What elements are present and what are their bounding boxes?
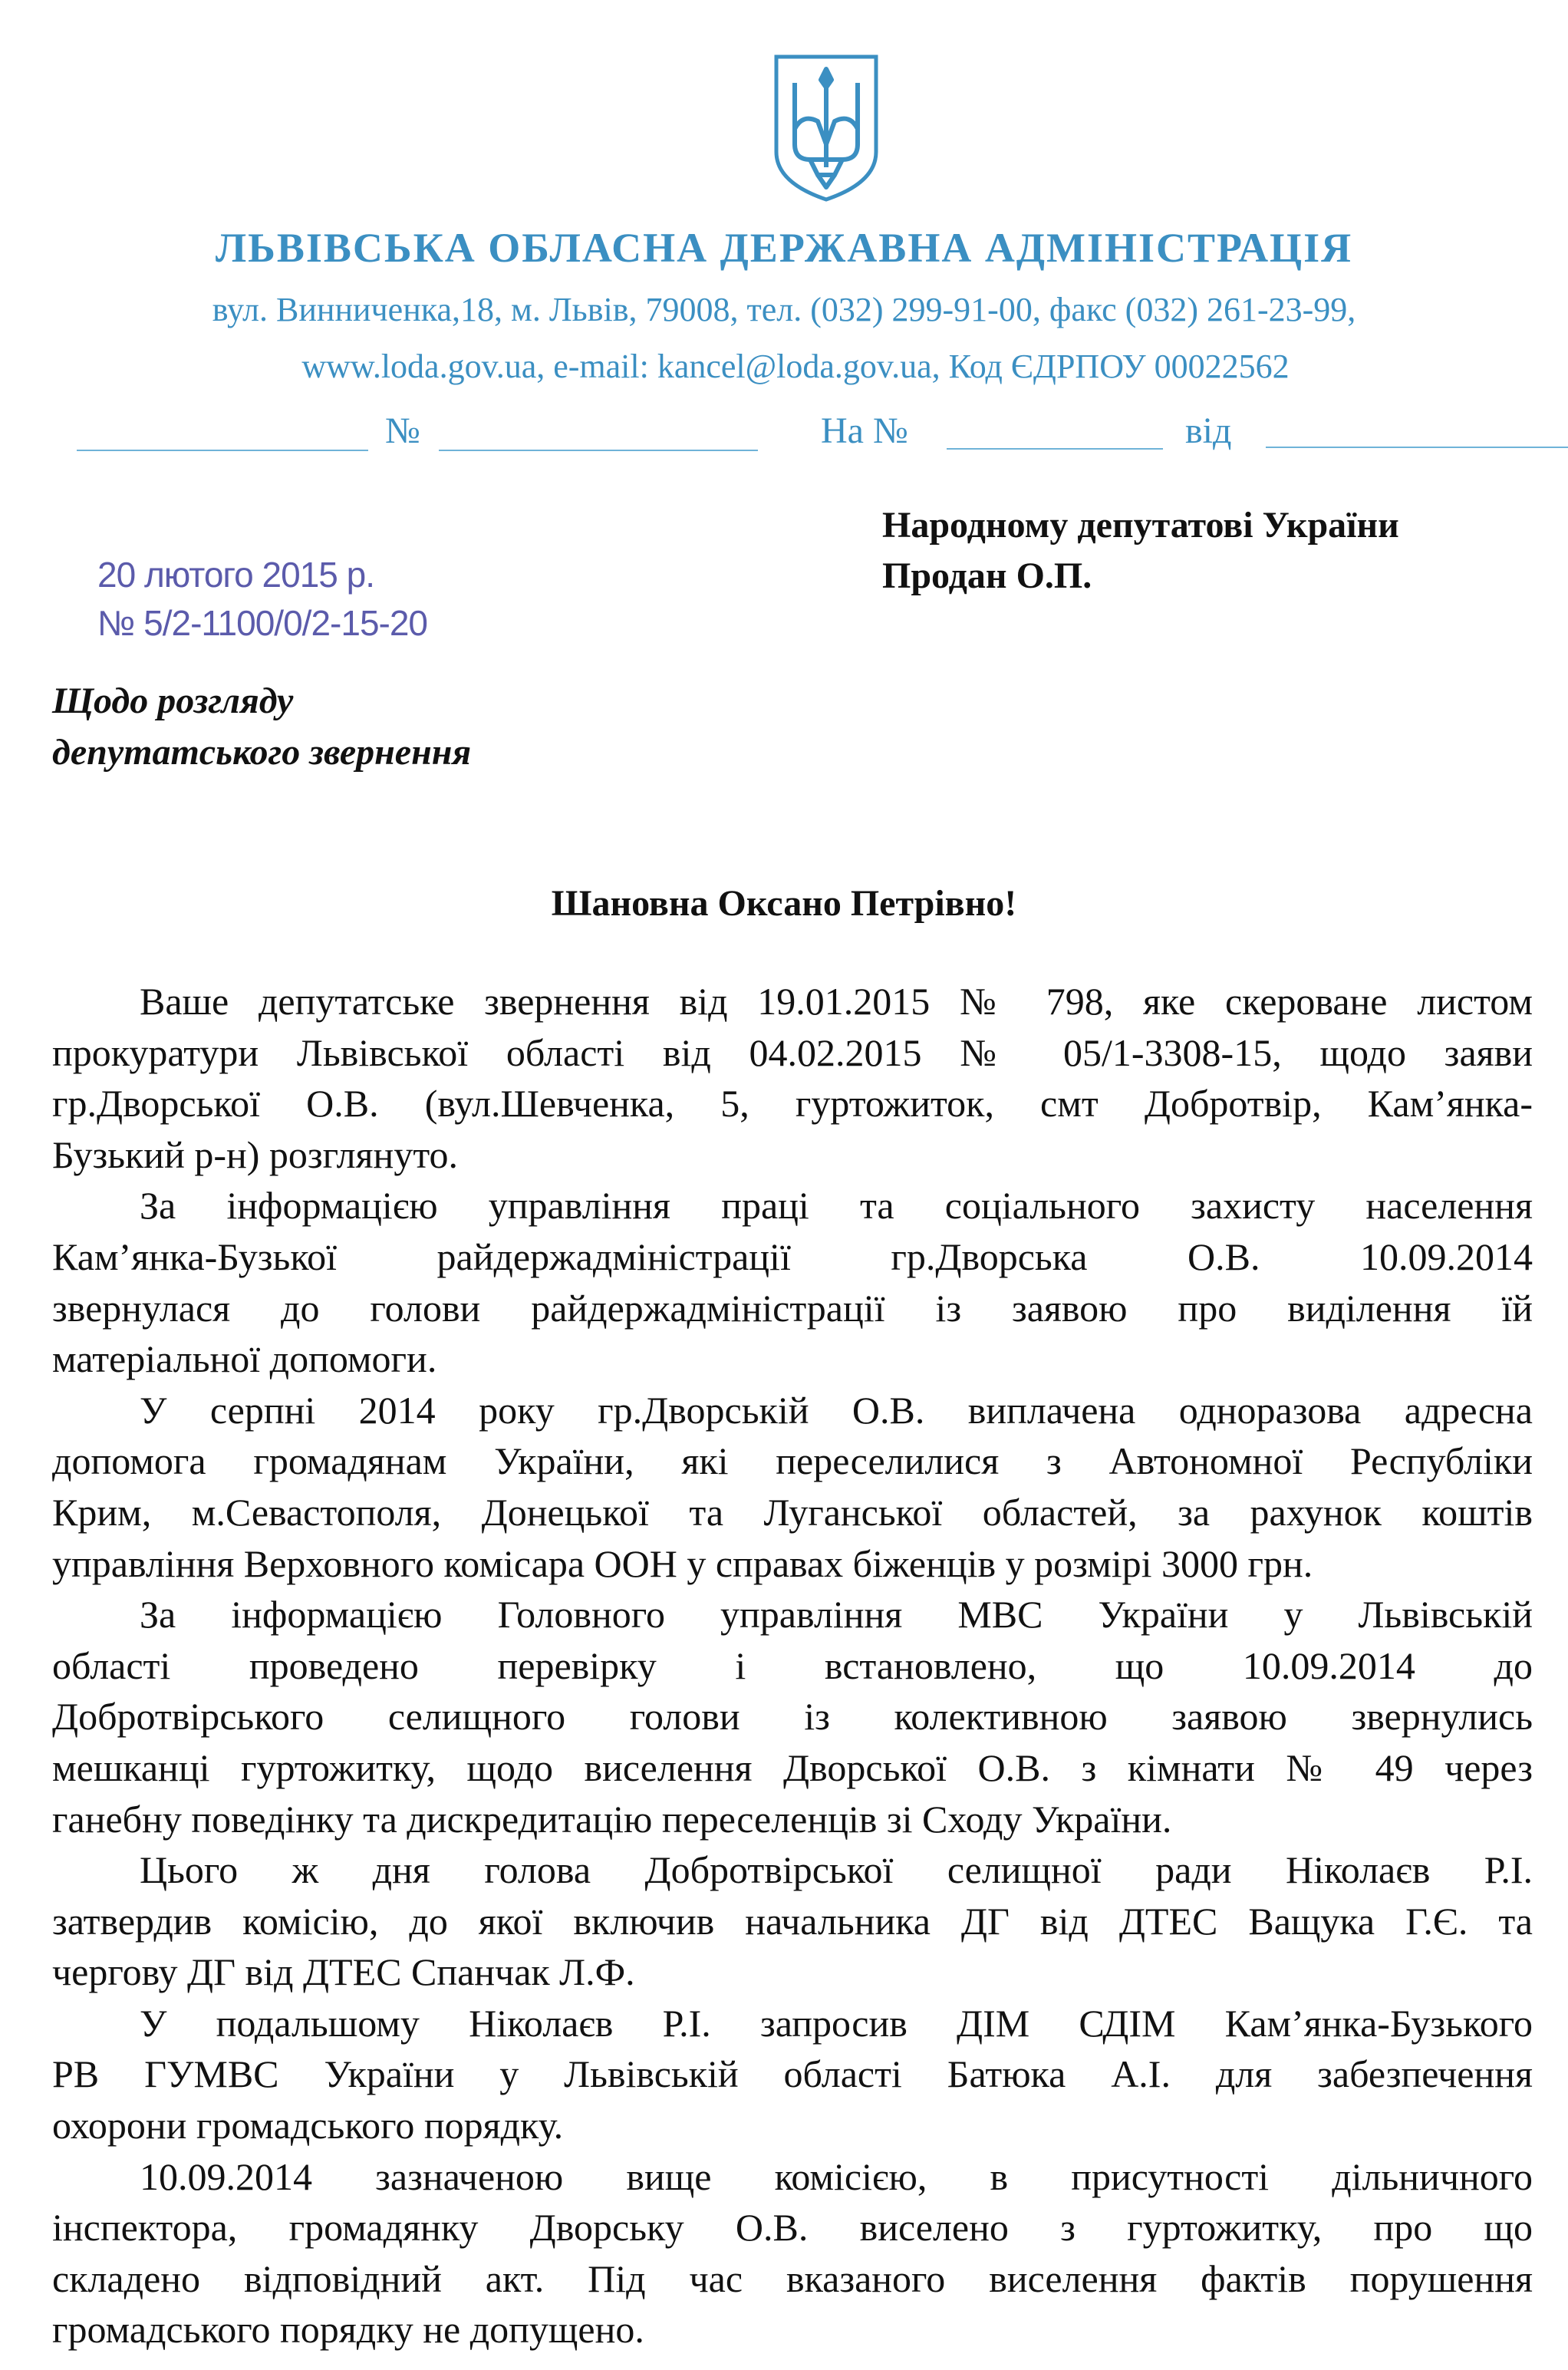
paragraph-line: Бузький р-н) розглянуто. bbox=[52, 1132, 459, 1176]
ref-date-blank bbox=[77, 450, 368, 451]
paragraph-line: 10.09.2014 зазначеною вище комісією, в присутності дільничного bbox=[140, 2154, 1533, 2198]
paragraph-line: громадського порядку не допущено. bbox=[52, 2308, 644, 2352]
paragraph-line: Кам’янка-Бузької райдержадміністрації гр.Дворська О.В. 10.09.2014 bbox=[52, 1234, 1533, 1278]
paragraph-line: інспектора, громадянку Дворську О.В. виселено з гуртожитку, про що bbox=[52, 2206, 1533, 2250]
paragraph-line: затвердив комісію, до якої включив начальника ДГ від ДТЕС Ващука Г.Є. та bbox=[52, 1899, 1533, 1943]
paragraph-line: Ваше депутатське звернення від 19.01.2015 № 798, яке скероване листом bbox=[140, 980, 1533, 1023]
ref-number-blank bbox=[439, 450, 758, 451]
paragraph-line: За інформацією управління праці та соціального захисту населення bbox=[140, 1184, 1533, 1228]
paragraph-line: мешканці гуртожитку, щодо виселення Дворської О.В. з кімнати № 49 через bbox=[52, 1745, 1533, 1789]
paragraph-line: прокуратури Львівської області від 04.02.2015 № 05/1-3308-15, щодо заяви bbox=[52, 1030, 1533, 1074]
paragraph bbox=[52, 1385, 1533, 1589]
subject-line-2: депутатського звернення bbox=[52, 732, 472, 773]
organization-name: ЛЬВІВСЬКА ОБЛАСНА ДЕРЖАВНА АДМІНІСТРАЦІЯ bbox=[215, 225, 1353, 271]
paragraph-line: матеріальної допомоги. bbox=[52, 1337, 437, 1381]
paragraph-line: звернулася до голови райдержадміністрації із заявою про виділення їй bbox=[52, 1286, 1533, 1330]
coat-of-arms-trident-icon bbox=[772, 52, 881, 203]
organization-address: вул. Винниченка,18, м. Львів, 79008, тел. (032) 299-91-00, факс (032) 261-23-99, bbox=[212, 291, 1356, 328]
paragraph bbox=[52, 1998, 1533, 2151]
in-reply-number-blank bbox=[947, 448, 1163, 450]
stamp-number: № 5/2-1100/0/2-15-20 bbox=[97, 603, 428, 643]
paragraph-line: У подальшому Ніколаєв Р.І. запросив ДІМ СДІМ Кам’янка-Бузького bbox=[140, 2001, 1533, 2045]
paragraph-line: Цього ж дня голова Добротвірської селищної ради Ніколаєв Р.І. bbox=[140, 1848, 1533, 1892]
greeting: Шановна Оксано Петрівно! bbox=[551, 883, 1017, 924]
addressee bbox=[882, 500, 1399, 602]
paragraph-line: ганебну поведінку та дискредитацію переселенців зі Сходу України. bbox=[52, 1797, 1172, 1841]
paragraph bbox=[52, 976, 1533, 1180]
registration-stamp bbox=[97, 551, 427, 648]
paragraph bbox=[52, 1180, 1533, 1384]
paragraph-line: чергову ДГ від ДТЕС Спанчак Л.Ф. bbox=[52, 1950, 635, 1994]
organization-contacts: www.loda.gov.ua, e-mail: kancel@loda.gov.ua, Код ЄДРПОУ 00022562 bbox=[301, 348, 1290, 385]
paragraph-line: управління Верховного комісара ООН у справах біженців у розмірі 3000 грн. bbox=[52, 1541, 1313, 1585]
stamp-date: 20 лютого 2015 р. bbox=[97, 555, 375, 595]
paragraph bbox=[52, 2151, 1533, 2355]
paragraph bbox=[52, 1844, 1533, 1998]
paragraph-line: допомога громадянам України, які переселилися з Автономної Республіки bbox=[52, 1439, 1533, 1483]
in-reply-label: На № bbox=[821, 410, 908, 451]
paragraph bbox=[52, 1589, 1533, 1844]
addressee-name: Продан О.П. bbox=[882, 555, 1092, 596]
paragraph-line: За інформацією Головного управління МВС України у Львівській bbox=[140, 1593, 1533, 1637]
paragraph-line: Добротвірського селищного голови із колективною заявою звернулись bbox=[52, 1695, 1533, 1739]
paragraph-line: гр.Дворської О.В. (вул.Шевченка, 5, гуртожиток, смт Добротвір, Кам’янка- bbox=[52, 1082, 1533, 1126]
subject bbox=[52, 675, 471, 778]
subject-line-1: Щодо розгляду bbox=[52, 681, 294, 721]
paragraph-line: РВ ГУМВС України у Львівській області Батюка А.І. для забезпечення bbox=[52, 2052, 1533, 2096]
paragraph-line: У серпні 2014 року гр.Дворській О.В. виплачена одноразова адресна bbox=[140, 1388, 1533, 1432]
paragraph-line: області проведено перевірку і встановлено, що 10.09.2014 до bbox=[52, 1643, 1533, 1687]
paragraph-line: Крим, м.Севастополя, Донецької та Луганської областей, за рахунок коштів bbox=[52, 1490, 1533, 1534]
paragraph-line: охорони громадського порядку. bbox=[52, 2104, 564, 2148]
paragraph-line: складено відповідний акт. Під час вказаного виселення фактів порушення bbox=[52, 2256, 1533, 2300]
addressee-title: Народному депутатові України bbox=[882, 505, 1399, 546]
in-reply-date-label: від bbox=[1185, 410, 1232, 451]
ref-number-label: № bbox=[385, 410, 420, 451]
letter-body bbox=[52, 976, 1533, 2355]
in-reply-date-blank bbox=[1266, 447, 1568, 448]
